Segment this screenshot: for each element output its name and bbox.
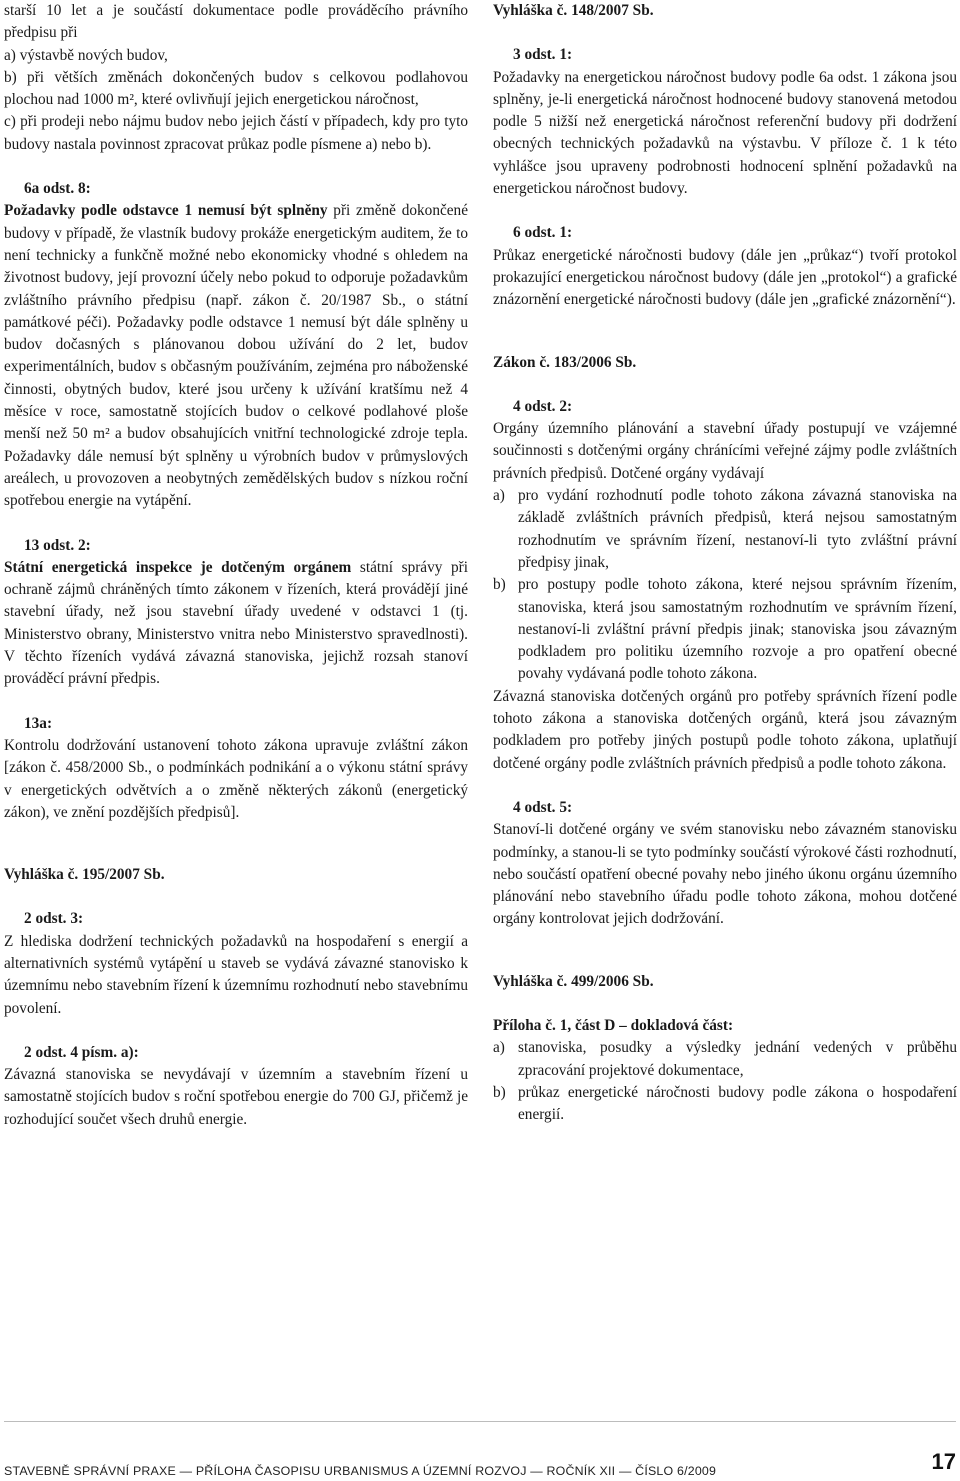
section-13-body: státní správy při ochraně zájmů chráněných tímto zákonem v řízeních, která provádějí jiné stavební úřady, než jsou stavební úřady uvedené v odstavci 1 (tj. Ministerstvo obrany, Ministerstvo vnitra nebo Ministerstvo spravedlnosti). V těchto řízeních vydává závazná stanoviska, jejichž rozsah stanoví prováděcí právní předpis. (4, 558, 468, 688)
intro-lead: starší 10 let a je součástí dokumentace podle prováděcího právního předpisu při (4, 2, 468, 42)
section-6-1-heading: 6 odst. 1: (513, 224, 573, 242)
section-6a-text (4, 200, 468, 512)
list-item-text: pro postupy podle tohoto zákona, které nejsou správním řízením, stanoviska, která jsou samostatným rozhodnutím ve správním řízení, nestanoví-li zvláštní právní předpis jinak; stanoviska jsou závazným podkladem pro politiku územního rozvoje a pro opatření obecné povahy vydávaná podle tohoto zákona. (518, 576, 957, 683)
section-4-2-heading: 4 odst. 2: (513, 397, 573, 415)
intro-item-c: c) při prodeji nebo nájmu budov nebo jejich částí v případech, kdy pro tyto budovy nastala povinnost zpracovat průkaz podle písmene a) nebo b). (4, 113, 468, 153)
annex-item-a (493, 1037, 957, 1082)
list-marker: b) (493, 576, 506, 594)
list-item-text: průkaz energetické náročnosti budovy podle zákona o hospodaření energií. (518, 1083, 957, 1124)
annex-item-b (493, 1082, 957, 1127)
section-13-heading: 13 odst. 2: (24, 536, 91, 554)
section-13-text (4, 557, 468, 691)
section-6a-bold-lead: Požadavky podle odstavce 1 nemusí být splněny (4, 202, 328, 220)
right-column (493, 0, 957, 1126)
section-2-4a-heading: 2 odst. 4 písm. a): (24, 1043, 139, 1061)
section-4-2-item-b (493, 574, 957, 685)
page-number: 17 (931, 1449, 956, 1474)
section-2-4a-text: Závazná stanoviska se nevydávají v územním a stavebním řízení u samostatně stojících budov s roční spotřebou energie do 700 GJ, přičemž je rozhodující součet všech druhů energie. (4, 1066, 468, 1128)
section-6a-heading: 6a odst. 8: (24, 180, 91, 198)
act-499-2006: Vyhláška č. 499/2006 Sb. (493, 972, 654, 990)
section-13a-text: Kontrolu dodržování ustanovení tohoto zákona upravuje zvláštní zákon [zákon č. 458/2000 Sb., o podmínkách podnikání a o výkonu státní správy v energetických odvětvích a o změně některých zákonů (energetický zákon), ve znění pozdějších předpisů]. (4, 736, 468, 821)
footer-publication: STAVEBNĚ SPRÁVNÍ PRAXE — PŘÍLOHA ČASOPISU URBANISMUS A ÚZEMNÍ ROZVOJ — ROČNÍK XII — ČÍSLO 6/2009 (4, 1464, 717, 1478)
act-183-2006: Zákon č. 183/2006 Sb. (493, 353, 637, 371)
list-marker: a) (493, 1039, 505, 1057)
section-4-2-tail: Závazná stanoviska dotčených orgánů pro potřeby správních řízení podle tohoto zákona a stanoviska dotčených orgánů, která jsou závazným podkladem pro potřeby jiných postupů podle tohoto zákona, uplatňují dotčené orgány podle zvláštních právních předpisů a podle tohoto zákona. (493, 687, 957, 772)
section-4-2-lead: Orgány územního plánování a stavební úřady postupují ve vzájemné součinnosti s dotčenými orgány chránícími veřejné zájmy podle zvláštních právních předpisů. Dotčené orgány vydávají (493, 420, 957, 482)
section-4-2-item-a (493, 485, 957, 574)
section-13a-heading: 13a: (24, 714, 53, 732)
footer-rule (4, 1421, 956, 1422)
section-3-1-text: Požadavky na energetickou náročnost budovy podle 6a odst. 1 zákona jsou splněny, je-li energetická náročnost hodnocené budovy stanovená metodou podle 5 nižší než energetická náročnost referenční budovy při dodržení obecných technických požadavků na výstavbu. V příloze č. 1 k této vyhlášce jsou upraveny podrobnosti hodnocení splnění požadavků na energetickou náročnost budovy. (493, 68, 957, 198)
section-4-5-heading: 4 odst. 5: (513, 798, 573, 816)
section-6-1-text: Průkaz energetické náročnosti budovy (dále jen „průkaz“) tvoří protokol prokazující energetickou náročnost budovy (dále jen „protokol“) a grafické znázornění energetické náročnosti budovy (dále jen „grafické znázornění“). (493, 246, 957, 309)
section-13-bold-lead: Státní energetická inspekce je dotčeným orgánem (4, 558, 352, 576)
left-column (4, 0, 468, 1131)
list-item-text: stanoviska, posudky a výsledky jednání vedených v průběhu zpracování projektové dokumentace, (518, 1039, 957, 1079)
annex-heading: Příloha č. 1, část D – dokladová část: (493, 1016, 734, 1034)
act-148-2007: Vyhláška č. 148/2007 Sb. (493, 2, 654, 19)
section-6a-body: při změně dokončené budovy v případě, že vlastník budovy prokáže energetickým auditem, že to není technicky a funkčně možné nebo ekonomicky vhodné s ohledem na životnost budovy, její provozní účely nebo pokud to odporuje požadavkům zvláštního právního předpisu (např. zákon č. 20/1987 Sb., o státní památkové péči). Požadavky podle odstavce 1 nemusí být dále splněny u budov dočasných s plánovanou dobou užívání do 2 let, budov experimentálních, budov s občasným používáním, zejména pro náboženské činnosti, obytných budov, které jsou určeny k užívání kratšímu než 4 měsíce v roce, samostatně stojících budov o celkové podlahové ploše menší než 50 m² a budov obsahujících vnitřní technologické zdroje tepla. Požadavky dále nemusí být splněny u výrobních budov v průmyslových areálech, u provozoven a neobytných zemědělských budov s nízkou roční spotřebou energie na vytápění. (4, 202, 468, 510)
act-195-2007: Vyhláška č. 195/2007 Sb. (4, 866, 165, 884)
page-footer (4, 1421, 956, 1481)
intro-item-a: a) výstavbě nových budov, (4, 46, 168, 64)
intro-list (4, 45, 468, 156)
section-2-3-text: Z hlediska dodržení technických požadavků na hospodaření s energií a alternativních systémů vytápění u staveb se vydává závazné stanovisko k územnímu nebo stavebním řízení k územnímu rozhodnutí nebo stavebnímu povolení. (4, 932, 468, 1017)
intro-item-b: b) při větších změnách dokončených budov s celkovou podlahovou plochou nad 1000 m², které ovlivňují jejich energetickou náročnost, (4, 68, 468, 109)
section-4-5-text: Stanoví-li dotčené orgány ve svém stanovisku nebo závazném stanovisku podmínky, a stanou-li se tyto podmínky součástí výrokové části rozhodnutí, nebo součástí opatření obecné povahy nebo jiného úkonu orgánu územního plánování nebo stavebního úřadu podle tohoto zákona, mohou dotčené orgány kontrolovat jejich dodržování. (493, 821, 957, 928)
section-3-1-heading: 3 odst. 1: (513, 46, 573, 64)
list-marker: b) (493, 1083, 506, 1101)
list-item-text: pro vydání rozhodnutí podle tohoto zákona závazná stanoviska na základě zvláštních právních předpisů, která nejsou samostatným rozhodnutím ve správním řízení, nestanoví-li tyto zvláštní právní předpisy jinak, (518, 487, 957, 571)
list-marker: a) (493, 487, 505, 505)
section-2-3-heading: 2 odst. 3: (24, 910, 84, 928)
